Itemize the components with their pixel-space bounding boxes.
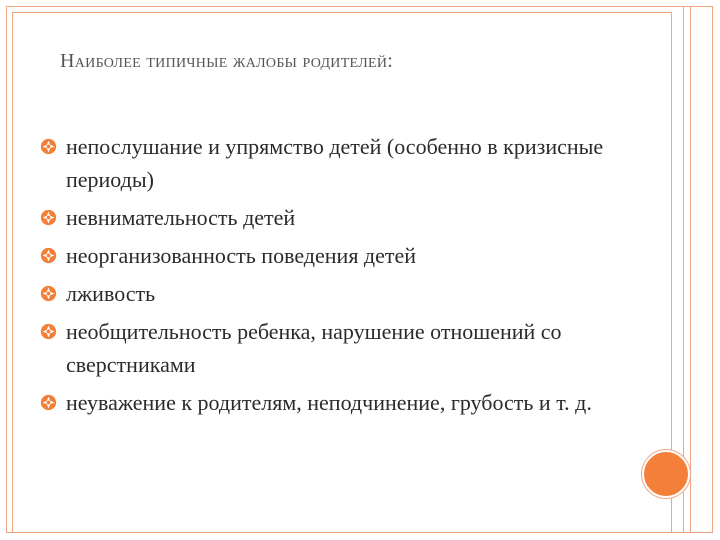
bullet-text: неорганизованность поведения детей xyxy=(66,243,417,268)
orange-diamond-star-icon xyxy=(40,138,57,155)
bullet-text: лживость xyxy=(66,281,156,306)
bullet-item xyxy=(38,386,638,419)
bullet-item xyxy=(38,130,638,196)
side-band xyxy=(683,6,691,533)
bullet-item xyxy=(38,315,638,381)
bullet-item xyxy=(38,201,638,234)
orange-diamond-star-icon xyxy=(40,285,57,302)
bullet-text: неуважение к родителям, неподчинение, грубость и т. д. xyxy=(66,390,592,415)
bullet-text: непослушание и упрямство детей (особенно в кризисные периоды) xyxy=(66,134,604,192)
bullet-text: необщительность ребенка, нарушение отношений со сверстниками xyxy=(66,319,562,377)
orange-diamond-star-icon xyxy=(40,394,57,411)
orange-diamond-star-icon xyxy=(40,323,57,340)
bullet-item xyxy=(38,277,638,310)
bullet-list xyxy=(38,130,638,424)
bullet-text: невнимательность детей xyxy=(66,205,296,230)
orange-diamond-star-icon xyxy=(40,247,57,264)
bullet-item xyxy=(38,239,638,272)
orange-diamond-star-icon xyxy=(40,209,57,226)
slide-title: Наиболее типичные жалобы родителей: xyxy=(60,50,394,72)
decorative-circle xyxy=(642,450,690,498)
